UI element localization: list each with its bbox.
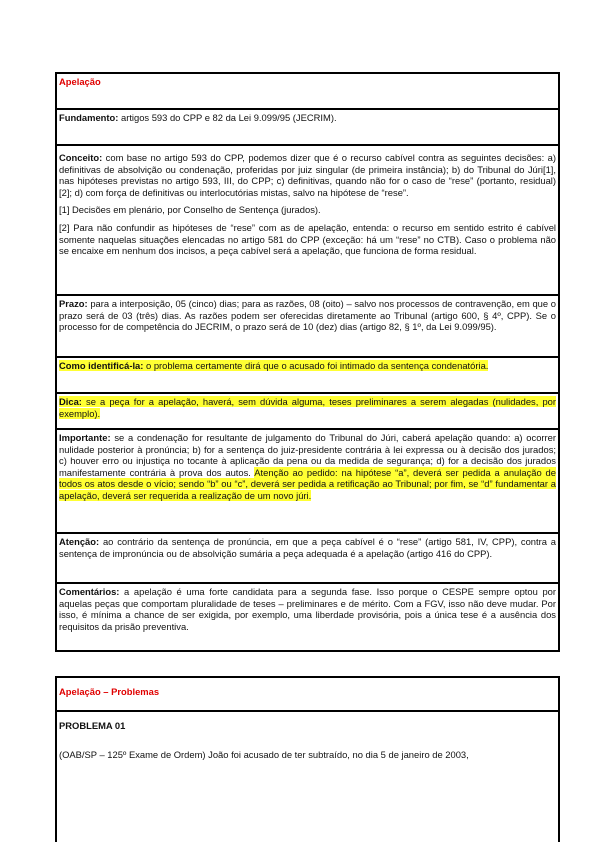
prazo-text: para a interposição, 05 (cinco) dias; para as razões, 08 (oito) – salvo nos processos de contravenção, em que o prazo será de 03 (três) dias. As razões podem ser oferecidas diretamente ao Tribunal (artigo 600, § 4º, CPP). Se o processo for de competência do JECRIM, o prazo será de 10 (dez) dias (artigo 82, § 1º, da Lei 9.099/95). [59, 298, 556, 333]
comentarios-label: Comentários: [59, 586, 120, 597]
atencao-row [57, 534, 558, 584]
comentarios-row [57, 584, 558, 650]
identifica-label: Como identificá-la: [59, 360, 144, 371]
conceito-row [57, 146, 558, 296]
dica-text: se a peça for a apelação, haverá, sem dúvida alguma, teses preliminares a serem alegadas (nulidades, por exemplo). [59, 396, 556, 419]
problema-text: (OAB/SP – 125º Exame de Ordem) João foi acusado de ter subtraído, no dia 5 de janeiro de 2003, [59, 748, 469, 760]
conceito-label: Conceito: [59, 152, 103, 163]
identifica-text: o problema certamente dirá que o acusado foi intimado da sentença condenatória. [143, 360, 489, 371]
dica-row [57, 394, 558, 430]
conceito-note-1: [1] Decisões em plenário, por Conselho de Sentença (jurados). [59, 204, 321, 216]
apelacao-title-row [57, 74, 558, 110]
importante-row [57, 430, 558, 534]
importante-text: se a condenação for resultante de julgamento do Tribunal do Júri, caberá apelação quando: a) ocorrer nulidade posterior à pronúncia; b) for a sentença do juiz-presidente contrária à lei expressa ou à decisão dos jurados; c) houver erro ou injustiça no tocante à aplicação da pena ou da medida de segurança; d) for a decisão dos jurados manifestamente contrária à prova dos autos. [59, 432, 556, 478]
conceito-text: com base no artigo 593 do CPP, podemos dizer que é o recurso cabível contra as seguintes decisões: a) definitivas de absolvição ou condenação, proferidas por juiz singular (de primeira instância); b) do Tribunal do Júri[1], nas hipóteses previstas no artigo 593, III, do CPP; c) definitivas, quando não for o caso de “rese” (portanto, residual) [2]; d) com força de definitivas ou interlocutórias mistas, salvo na hipótese de “rese”. [59, 152, 556, 198]
dica-label: Dica: [59, 396, 82, 407]
problemas-title: Apelação – Problemas [59, 686, 160, 697]
atencao-label: Atenção: [59, 536, 100, 547]
importante-highlight: Atenção ao pedido: na hipótese “a”, deverá ser pedida a anulação de todos os atos desde o vício; sendo “b” ou “c”, deverá ser pedida a retificação ao Tribunal; por fim, se “d” fundamentar a apelação, deverá ser requerida a realização de um novo júri. [59, 466, 556, 501]
fundamento-label: Fundamento: [59, 112, 119, 123]
comentarios-text: a apelação é uma forte candidata para a segunda fase. Isso porque o CESPE sempre optou por aquelas peças que comportam pluralidade de teses – preliminares e de mérito. Com a FGV, isso não deve mudar. Por isso, é mínima a chance de ser exigida, por exemplo, uma liberdade provisória, pois a única tese é a ausência dos requisitos da prisão preventiva. [59, 586, 556, 632]
problema-row [57, 712, 558, 762]
problemas-title-row [57, 678, 558, 712]
conceito-note-2: [2] Para não confundir as hipóteses de “rese” com as de apelação, entenda: o recurso em sentido estrito é cabível somente naquelas situações elencadas no artigo 581 do CPP (exceção: há um “rese” no CTB). Caso o problema não se encaixe em nenhum dos incisos, a peça cabível será a apelação, que funciona de forma residual. [59, 221, 556, 257]
apelacao-table [55, 72, 560, 652]
problema-title: PROBLEMA 01 [59, 720, 126, 731]
atencao-text: ao contrário da sentença de pronúncia, em que a peça cabível é o “rese” (artigo 581, IV, CPP), contra a sentença de impronúncia ou de absolvição sumária a peça adequada é a apelação (artigo 416 do CPP). [59, 536, 556, 559]
problemas-table [55, 676, 560, 842]
prazo-row [57, 296, 558, 358]
identifica-row [57, 358, 558, 394]
fundamento-text: artigos 593 do CPP e 82 da Lei 9.099/95 (JECRIM). [118, 112, 337, 123]
fundamento-row [57, 110, 558, 146]
prazo-label: Prazo: [59, 298, 88, 309]
importante-label: Importante: [59, 432, 111, 443]
apelacao-title: Apelação [59, 76, 101, 87]
